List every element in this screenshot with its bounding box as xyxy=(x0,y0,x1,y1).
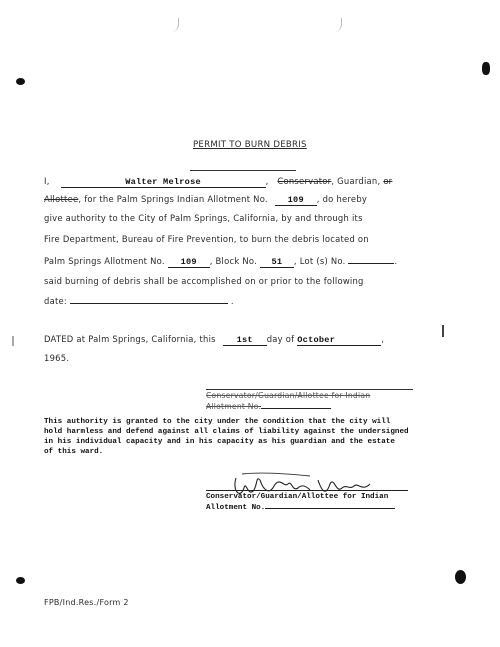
struck-block-field xyxy=(261,408,331,409)
dated-day: 1st xyxy=(223,335,267,346)
signature-allotment-field xyxy=(265,508,395,509)
allotment-line xyxy=(44,194,367,206)
location-text-d: . xyxy=(394,256,398,266)
authority-text-line-3: in his individual capacity and in his capacity as his guardian and the estate xyxy=(44,438,395,446)
date-line xyxy=(44,296,234,306)
page-title: PERMIT TO BURN DEBRIS xyxy=(193,140,307,150)
struck-block-line2: Allotment No. xyxy=(206,402,262,411)
dated-text-c: , xyxy=(381,334,385,344)
authority-text-line-1: This authority is granted to the city under the condition that the city will xyxy=(44,418,391,426)
scan-mark-right xyxy=(442,325,444,337)
struck-conservator: Conservator xyxy=(277,176,332,186)
allotment-number: 109 xyxy=(275,195,317,206)
struck-block-line2-wrap xyxy=(206,402,331,411)
location-text-a: Palm Springs Allotment No. xyxy=(44,256,165,266)
punch-hole-top-right xyxy=(482,62,490,75)
fire-dept-line: Fire Department, Bureau of Fire Prevention, to burn the debris located on xyxy=(44,234,369,244)
dated-text-b: day of xyxy=(266,334,295,344)
dated-text-a: DATED at Palm Springs, California, this xyxy=(44,334,216,344)
struck-allottee: Allottee xyxy=(44,194,79,204)
owner-line xyxy=(44,176,392,188)
scan-mark-left xyxy=(12,336,14,346)
owner-comma: , xyxy=(265,176,269,186)
date-field xyxy=(70,303,228,304)
signature-rule xyxy=(206,490,408,491)
signature-line2-wrap xyxy=(206,504,395,512)
date-end: . xyxy=(230,296,234,306)
struck-block-line1: Conservator/Guardian/Allottee for Indian xyxy=(206,391,371,400)
location-text-c: , Lot (s) No. xyxy=(293,256,346,266)
date-label: date: xyxy=(44,296,67,306)
authority-text-line-2: hold harmless and defend against all claims of liability against the undersigned xyxy=(44,428,409,436)
dated-year: 1965. xyxy=(44,353,70,363)
form-id: FPB/Ind.Res./Form 2 xyxy=(44,598,129,607)
signature-line2: Allotment No. xyxy=(206,504,266,512)
deadline-line: said burning of debris shall be accomplished on or prior to the following xyxy=(44,276,364,286)
authority-paragraph xyxy=(44,417,409,457)
allotment-text-a: , for the Palm Springs Indian Allotment No. xyxy=(78,194,268,204)
scan-mark-top-2 xyxy=(333,18,342,32)
struck-block-rule xyxy=(206,389,413,390)
punch-hole-bottom-right xyxy=(455,570,466,584)
scan-mark-top-1 xyxy=(170,18,179,32)
punch-hole-bottom-left xyxy=(16,577,25,584)
owner-prefix: I, xyxy=(44,176,50,186)
authority-line: give authority to the City of Palm Springs, California, by and through its xyxy=(44,213,363,223)
guardian-text: , Guardian, xyxy=(331,176,381,186)
authority-text-line-4: of this ward. xyxy=(44,448,104,456)
location-line xyxy=(44,256,397,268)
location-allotment-number: 109 xyxy=(168,257,210,268)
allotment-text-b: , do hereby xyxy=(316,194,368,204)
punch-hole-top-left xyxy=(16,78,25,85)
dated-month: October xyxy=(297,335,381,346)
title-rule xyxy=(190,170,296,171)
location-text-b: , Block No. xyxy=(209,256,257,266)
block-number: 51 xyxy=(260,257,294,268)
owner-name: Walter Melrose xyxy=(61,177,266,188)
signature-line1: Conservator/Guardian/Allottee for Indian xyxy=(206,493,389,501)
lot-number-field xyxy=(348,263,394,264)
dated-line xyxy=(44,334,384,346)
struck-or: or xyxy=(383,176,393,186)
